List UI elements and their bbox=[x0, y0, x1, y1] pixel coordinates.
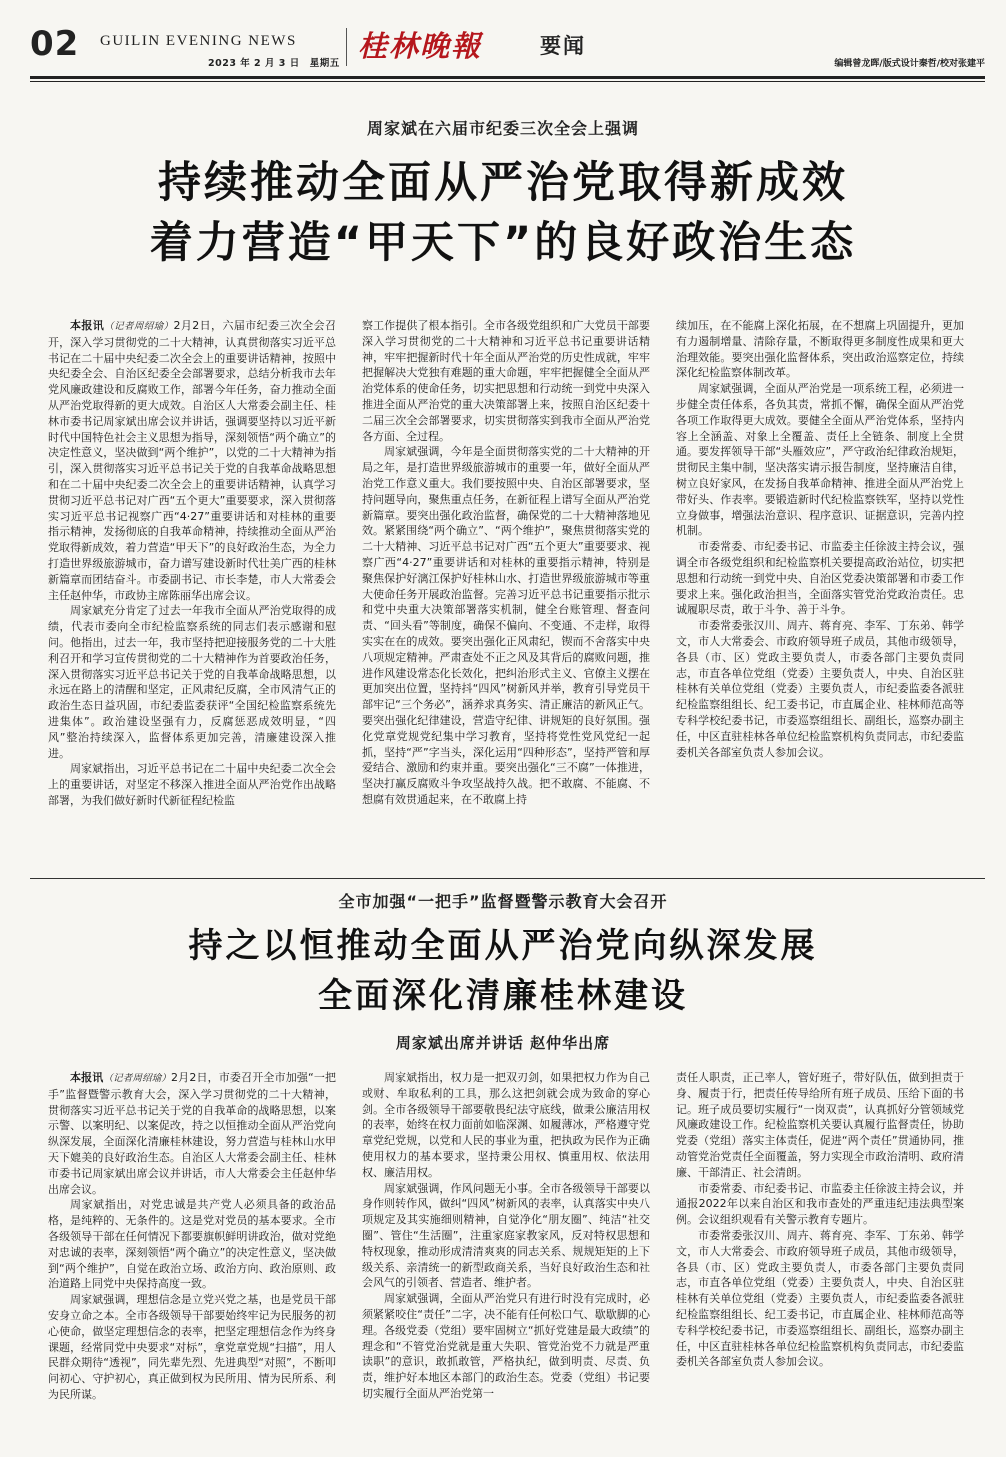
story1-paragraph: 市委常委、市纪委书记、市监委主任徐波主持会议，强调全市各级党组织和纪检监察机关要提高政治站位，切实把思想和行动统一到党中央、自治区党委决策部署和市委工作要求上来。强化政治担当，全面落实管党治党政治责任。忠诚履职尽责，敢于斗争、善于斗争。 bbox=[676, 540, 964, 617]
story1-kicker: 周家斌在六届市纪委三次全会上强调 bbox=[366, 119, 639, 138]
story1-paragraph: 周家斌强调，全面从严治党是一项系统工程，必须进一步健全责任体系，各负其责，常抓不懈，确保全面从严治党各项工作取得更大成效。要健全全面从严治党体系，坚持内容上全涵盖、对象上全覆盖、责任上全链条、制度上全贯通。要发挥领导干部“头雁效应”，严守政治纪律政治规矩，贯彻民主集中制，坚决落实请示报告制度，坚持廉洁自律，树立良好家风，在发扬自我革命精神、推进全面从严治党上带好头、作表率。要锻造新时代纪检监察铁军，坚持以党性立身做事，增强法治意识、程序意识、证据意识，完善内控机制。 bbox=[676, 382, 964, 538]
story1-column-2 bbox=[362, 318, 650, 860]
story2-paragraph: 周家斌强调，理想信念是立党兴党之基，也是党员干部安身立命之本。全市各级领导干部要始终牢记为民服务的初心使命，做坚定理想信念的表率，把坚定理想信念作为终身课题，经常同党中央要求“对标”，拿党章党规“扫描”，用人民群众期待“透视”，同先辈先烈、先进典型“对照”，不断叩问初心、守护初心，真正做到权为民所用、情为民所系、利为民所谋。 bbox=[48, 1293, 336, 1401]
story1-paragraph: 本报讯（记者周绍瑜）2月2日，六届市纪委三次全会召开，深入学习贯彻党的二十大精神，认真贯彻落实习近平总书记在二十届中央纪委二次全会上的重要讲话精神，按照中央纪委全会、自治区纪委全会部署要求，总结分析我市去年党风廉政建设和反腐败工作，部署今年任务，奋力推动全面从严治党取得新的更大成效。自治区人大常委会副主任、桂林市委书记周家斌出席会议并讲话，强调要坚持以习近平新时代中国特色社会主义思想为指导，深刻领悟“两个确立”的决定性意义，坚决做到“两个维护”，以党的二十大精神为指引，深入贯彻落实习近平总书记关于党的自我革命战略思想和在二十届中央纪委二次全会上的重要讲话精神，认真学习贯彻习近平总书记对广西“五个更大”重要要求，深入贯彻落实习近平总书记视察广西“4·27”重要讲话和对桂林的重要指示精神，发扬彻底的自我革命精神，持续推动全面从严治党取得新成效，着力营造“甲天下”的良好政治生态，为全力打造世界级旅游城市，奋力谱写建设新时代壮美广西的桂林新篇章而团结奋斗。市委副书记、市长李楚，市人大常委会主任赵仲华，市政协主席陈丽华出席会议。 bbox=[48, 319, 336, 602]
story2-paragraph: 周家斌强调，全面从严治党只有进行时没有完成时，必须紧紧咬住“责任”二字，决不能有任何松口气、歇歇脚的心理。各级党委（党组）要牢固树立“抓好党建是最大政绩”的理念和“不管党治党就是重大失职、管党治党不力就是严重读职”的意识，敢抓敢管，严格执纪，做到明责、尽责、负责，维护好本地区本部门的政治生态。党委（党组）书记要切实履行全面从严治党第一 bbox=[362, 1292, 650, 1400]
story1-paragraph: 周家斌充分肯定了过去一年我市全面从严治党取得的成绩，代表市委向全市纪检监察系统的同志们表示感谢和慰问。他指出，过去一年，我市坚持把迎接服务党的二十大胜利召开和学习宣传贯彻党的二十大精神作为首要政治任务，深入贯彻落实习近平总书记关于党的自我革命战略思想，以永远在路上的清醒和坚定，正风肃纪反腐，全市风清气正的政治生态日益巩固，市纪委监委获评“全国纪检监察系统先进集体”。政治建设坚强有力，反腐惩恶成效明显，“四风”整治持续深入，监督体系更加完善，清廉建设深入推进。 bbox=[48, 604, 336, 760]
story1-body bbox=[48, 318, 965, 860]
story2-paragraph: 周家斌指出，权力是一把双刃剑，如果把权力作为自己或财、牟取私利的工具，那么这把剑就会成为致命的穿心剑。全市各级领导干部要敬畏纪法守底线，做秉公廉洁用权的表率，始终在权力面前如临深渊、如履薄冰，严格遵守党章党纪党规，以党和人民的事业为重，把执政为民作为正确使用权力的基本要求，坚持秉公用权、慎重用权、依法用权、廉洁用权。 bbox=[362, 1071, 650, 1179]
story2-headline-line1: 持之以恒推动全面从严治党向纵深发展 bbox=[188, 926, 818, 966]
story1-headline-line2: 着力营造“甲天下”的良好政治生态 bbox=[149, 218, 857, 268]
page-number: 02 bbox=[30, 24, 80, 64]
issue-date: 2023 年 2 月 3 日 星期五 bbox=[208, 58, 340, 69]
paper-logo: 桂林晚報 bbox=[358, 29, 483, 63]
byline: （记者周绍瑜） bbox=[104, 321, 174, 332]
paper-name-english: GUILIN EVENING NEWS bbox=[100, 33, 297, 49]
story1-paragraph: 察工作提供了根本指引。全市各级党组织和广大党员干部要深入学习贯彻党的二十大精神和习近平总书记重要讲话精神，牢牢把握新时代十年全面从严治党的历史性成就，牢牢把握解决大党独有难题的重大命题，牢牢把握健全全面从严治党体系的使命任务，切实把思想和行动统一到党中央深入推进全面从严治党的重大决策部署上来，按照自治区纪委十二届三次全会部署要求，切实贯彻落实到我市全面从严治党各方面、全过程。 bbox=[362, 319, 650, 443]
byline: （记者周绍瑜） bbox=[103, 1073, 172, 1084]
story2-paragraph: 本报讯（记者周绍瑜）2月2日，市委召开全市加强“一把手”监督暨警示教育大会，深入学习贯彻党的二十大精神，贯彻落实习近平总书记关于党的自我革命的战略思想，以案示警、以案明纪、以案促改，持之以恒推动全面从严治党向纵深发展，全面深化清廉桂林建设，努力营造与桂林山水甲天下媲美的良好政治生态。自治区人大常委会副主任、桂林市委书记周家斌出席会议并讲话，市人大常委会主任赵仲华出席会议。 bbox=[48, 1071, 336, 1196]
story1-column-3 bbox=[676, 318, 964, 860]
masthead-rule bbox=[30, 76, 985, 79]
story1-paragraph: 周家斌强调，今年是全面贯彻落实党的二十大精神的开局之年，是打造世界级旅游城市的重要一年，做好全面从严治党工作意义重大。我们要按照中央、自治区部署要求，坚持问题导向，聚焦重点任务，在新征程上谱写全面从严治党新篇章。要突出强化政治监督，确保党的二十大精神落地见效。紧紧围绕“两个确立”、“两个维护”，聚焦贯彻落实党的二十大精神、习近平总书记对广西“五个更大”重要要求、视察广西“4·27”重要讲话和对桂林的重要指示精神，特别是聚焦保护好漓江保护好桂林山水、打造世界级旅游城市等重大使命任务开展政治监督。完善习近平总书记重要指示批示和党中央重大决策部署落实机制，健全台账管理、督查问责、“回头看”等制度，确保不偏向、不变通、不走样，取得实实在在的成效。要突出强化正风肃纪，锲而不舍落实中央八项规定精神。严肃查处不正之风及其背后的腐败问题，推进作风建设常态化长效化，把纠治形式主义、官僚主义摆在更加突出位置，坚持抖“四风”树新风并举，教育引导党员干部牢记“三个务必”，涵养求真务实、清正廉洁的新风正气。要突出强化纪律建设，营造守纪律、讲规矩的良好氛围。强化党章党规党纪集中学习教育，坚持将党性党风党纪一起抓，坚持“严”字当头，深化运用“四种形态”，坚持严管和厚爱结合、激励和约束并重。要突出强化“三不腐”一体推进，坚决打赢反腐败斗争攻坚战持久战。把不敢腐、不能腐、不想腐有效贯通起来，在不敢腐上持 bbox=[362, 445, 650, 806]
story1-paragraph: 市委常委张汉川、周卉、蒋育亮、李军、丁东弟、韩学文，市人大常委会、市政府领导班子成员，其他市级领导，各县（市、区）党政主要负责人，市委各部门主要负责同志，市直各单位党组（党委）主要负责人，中央、自治区驻桂林有关单位党组（党委）主要负责人，市纪委监委各派驻纪检监察组组长、纪工委书记，市直属企业、桂林师范高等专科学校纪委书记，市委巡察组组长、副组长，巡察办副主任，中区直驻桂林各单位纪检监察机构负责同志，市纪委监委机关各部室负责人参加会议。 bbox=[676, 619, 964, 759]
editor-credits: 编辑曾龙晖/版式设计秦哲/校对张建平 bbox=[834, 59, 985, 69]
story1-headline-line1: 持续推动全面从严治党取得新成效 bbox=[158, 158, 848, 208]
story-divider bbox=[30, 878, 985, 879]
lead-label: 本报讯 bbox=[70, 319, 105, 332]
masthead bbox=[30, 22, 985, 72]
story2-body bbox=[48, 1070, 965, 1442]
masthead-rule-thin bbox=[30, 81, 985, 82]
story2-column-3 bbox=[676, 1070, 964, 1442]
story2-paragraph: 周家斌指出，对党忠诚是共产党人必须具备的政治品格，是纯粹的、无条件的。这是党对党员的基本要求。全市各级领导干部在任何情况下都要旗帜鲜明讲政治，做对党绝对忠诚的表率，深刻领悟“两个确立”的决定性意义，坚决做到“两个维护”，自觉在政治立场、政治方向、政治原则、政治道路上同党中央保持高度一致。 bbox=[48, 1198, 336, 1291]
story1-paragraph: 周家斌指出，习近平总书记在二十届中央纪委二次全会上的重要讲话，对坚定不移深入推进全面从严治党作出战略部署，为我们做好新时代新征程纪检监 bbox=[48, 762, 336, 807]
masthead-divider bbox=[346, 28, 347, 66]
lead-label: 本报讯 bbox=[70, 1071, 104, 1084]
story2-subhead: 周家斌出席并讲话 赵仲华出席 bbox=[395, 1034, 611, 1052]
story2-kicker: 全市加强“一把手”监督暨警示教育大会召开 bbox=[338, 892, 668, 911]
story2-paragraph: 市委常委、市纪委书记、市监委主任徐波主持会议，并通报2022年以来自治区和我市查处的严重违纪违法典型案例。会议组织观看有关警示教育专题片。 bbox=[676, 1181, 964, 1227]
story1-paragraph: 续加压，在不能腐上深化拓展，在不想腐上巩固提升，更加有力遏制增量、清除存量，不断取得更多制度性成果和更大治理效能。要突出强化监督体系，突出政治巡察定位，持续深化纪检监察体制改革。 bbox=[676, 319, 964, 380]
story2-headline-line2: 全面深化清廉桂林建设 bbox=[318, 976, 688, 1016]
story2-paragraph: 责任人职责，正己率人，管好班子，带好队伍，做到担责于身、履责于行，把责任传导给所有班子成员、压给下面的书记。班子成员要切实履行“一岗双责”，认真抓好分管领域党风廉政建设工作。纪检监察机关要认真履行监督责任，协助党委（党组）落实主体责任，促进“两个责任”贯通协同，推动管党治党责任全面覆盖，努力实现全市政治清明、政府清廉、干部清正、社会清朗。 bbox=[676, 1071, 964, 1179]
section-title: 要闻 bbox=[540, 34, 586, 58]
story2-paragraph: 市委常委张汉川、周卉、蒋育亮、李军、丁东弟、韩学文，市人大常委会、市政府领导班子成员，其他市级领导，各县（市、区）党政主要负责人，市委各部门主要负责同志，市直各单位党组（党委）主要负责人，中央、自治区驻桂林有关单位党组（党委）主要负责人，市纪委监委各派驻纪检监察组组长、纪工委书记，市直属企业、桂林师范高等专科学校纪委书记，市委巡察组组长、副组长，巡察办副主任，中区直驻桂林各单位纪检监察机构负责同志，市纪委监委机关各部室负责人参加会议。 bbox=[676, 1228, 964, 1369]
story1-column-1 bbox=[48, 318, 336, 860]
story2-column-2 bbox=[362, 1070, 650, 1442]
story2-column-1 bbox=[48, 1070, 336, 1442]
story2-paragraph: 周家斌强调，作风问题无小事。全市各级领导干部要以身作则转作风，做纠“四风”树新风的表率，认真落实中央八项规定及其实施细则精神，自觉净化“朋友圈”、纯洁“社交圈”、管住“生活圈”，注重家庭家教家风，反对特权思想和特权现象，推动形成清清爽爽的同志关系、规规矩矩的上下级关系、亲清统一的新型政商关系，当好良好政治生态和社会风气的引领者、营造者、维护者。 bbox=[362, 1181, 650, 1290]
